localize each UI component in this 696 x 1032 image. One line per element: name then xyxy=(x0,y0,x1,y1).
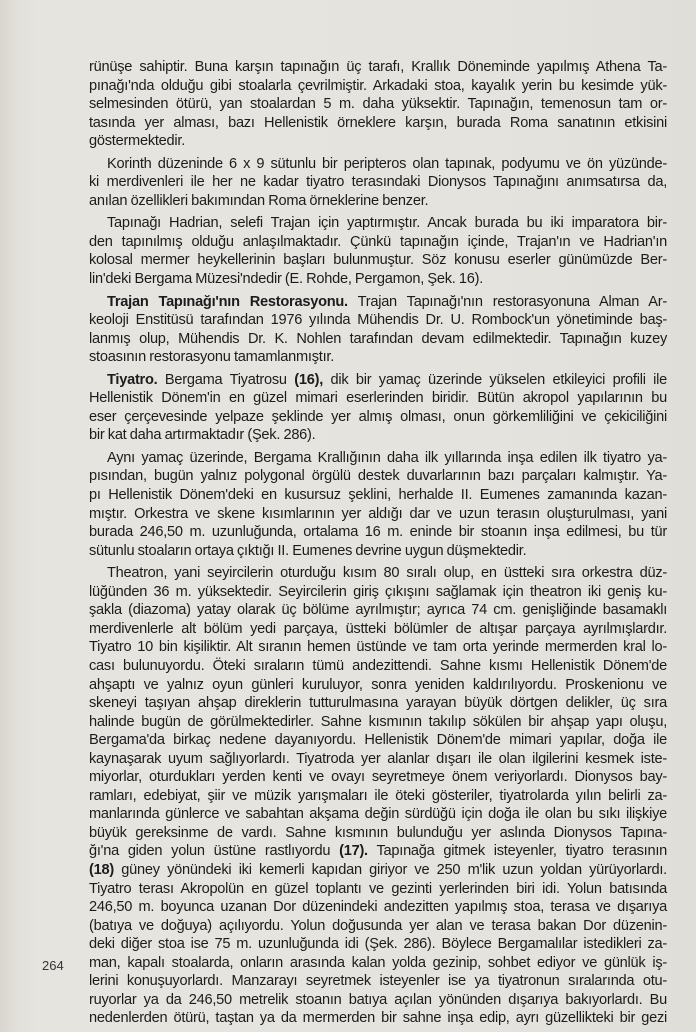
text-line: bir kat daha artırmaktadır (Şek. 286). xyxy=(89,427,316,444)
text-line: anılan özellikleri bakımından Roma örneklerine benzer. xyxy=(89,192,429,209)
paragraph-temple-continuation xyxy=(89,58,667,151)
text-line: Hellenistik Dönem'in en güzel mimari eserlerinden biridir. Bütün akropol yapılarının bu xyxy=(89,390,667,407)
figure-reference: (17). xyxy=(339,843,368,860)
book-page-text xyxy=(89,58,667,1032)
text-line: pısından, bugün yalnız polygonal örgülü destek duvarlarının bazı parçaları kalmıştır. Ya- xyxy=(89,468,667,485)
text-line: Korinth düzeninde 6 x 9 sütunlu bir peripteros olan tapınak, podyumu ve ön yüzünde- xyxy=(107,155,667,172)
text-run: dik bir yamaç üzerinde yükselen etkileyici profili ile xyxy=(323,371,668,388)
text-line: merdivenlerle alt bölüm yedi parçaya, üstteki bölümler de altışar parçaya ayrılmışlardır. xyxy=(89,620,667,637)
text-line: (batıya ve doğuya) açılıyordu. Yolun doğusunda yer alan ve terasa bakan Dor düzenin- xyxy=(89,917,667,934)
text-line: keoloji Enstitüsü tarafından 1976 yılında Mühendis Dr. U. Rombock'un yönetiminde baş- xyxy=(89,312,667,329)
text-line: sütunlu stoaların ortaya çıktığı II. Eumenes devrine uygun düşmektedir. xyxy=(89,542,527,559)
text-line: den tapınılmış olduğu anlaşılmaktadır. Çünkü tapınağın içinde, Trajan'ın ve Hadrian'ın xyxy=(89,233,667,250)
page-number: 264 xyxy=(42,958,64,973)
text-line: Theatron, yani seyircilerin oturduğu kısım 80 sıralı olup, en üstteki sıra orkestra düz- xyxy=(107,565,667,582)
text-line: Tapınağı Hadrian, selefi Trajan için yaptırmıştır. Ancak burada bu iki imparatora bir- xyxy=(107,215,667,232)
text-line: kaynaşarak uyum sağlıyorlardı. Tiyatroda yer alanlar dışarı ile olan ilgilerini kesmek iste- xyxy=(89,750,667,767)
figure-reference: (16), xyxy=(294,371,324,388)
text-line: pınağı'nda olduğu gibi stoalarla çevrilmiştir. Arkadaki stoa, kayalık yerin bu kesimde yük- xyxy=(89,77,667,94)
text-run: Tapınağa gitmek isteyenler, tiyatro terasının xyxy=(367,843,667,860)
paragraph-theatron xyxy=(89,564,667,1028)
text-line xyxy=(89,842,667,861)
paragraph-first-theatre xyxy=(89,449,667,560)
text-line: selmesinden ötürü, yan stoalardan 5 m. daha yüksektir. Tapınağın, temenosun tam or- xyxy=(89,96,667,113)
text-line: halinde bugün de görülmektedirler. Sahne kısmının takılıp sökülen bir ahşap yapı oluşu, xyxy=(89,713,667,730)
text-line: göstermektedir. xyxy=(89,133,186,150)
text-run: Bergama Tiyatrosu xyxy=(157,371,295,388)
text-line: Tiyatro 10 bin kişiliktir. Alt sıranın hemen üstünde ve tam orta yerinde mermerden kral lo- xyxy=(89,639,667,656)
text-line: mıştır. Orkestra ve skene kısımlarının yer aldığı dar ve uzun terasın oluşturulması, yani xyxy=(89,505,667,522)
paragraph-tiyatro xyxy=(89,371,667,445)
text-line: ruyorlar ya da 246,50 metrelik stoanın batıya açılan yönünden dışarıya bakıyorlardı. Bu xyxy=(89,991,667,1008)
text-line xyxy=(89,861,667,880)
text-line: Aynı yamaç üzerinde, Bergama Krallığının daha ilk yıllarında inşa edilen ilk tiyatro ya- xyxy=(107,449,667,466)
text-line: pı Hellenistik Dönem'deki en kusursuz şeklini, herhalde II. Eumenes zamanında kazan- xyxy=(89,487,667,504)
text-line: büyük gereksinme de vardı. Sahne kısmının bulunduğu yer aslında Dionysos Tapına- xyxy=(89,824,667,841)
text-line: ki merdivenleri ile her ne kadar tiyatro terasındaki Dionysos Tapınağını anımsatırsa da, xyxy=(89,174,667,191)
text-line: cası bulunuyordu. Öteki sıraların tümü andezittendi. Sahne kısmı Hellenistik Dönem'de xyxy=(89,657,667,674)
paragraph-trajan-restoration xyxy=(89,293,667,367)
text-run: ğı'na giden yolun üstüne rastlıyordu xyxy=(89,843,340,860)
text-line: 246,50 m. boyunca uzanan Dor düzenindeki andezitten yapılmış stoa, terasa ve dışarıya xyxy=(89,899,667,916)
text-line: burada 246,50 m. uzunluğunda, ortalama 16 m. eninde bir stoanın inşa edilmesi, bu tür xyxy=(89,524,667,541)
section-heading-trajan-restoration: Trajan Tapınağı'nın Restorasyonu. xyxy=(107,293,348,310)
text-line: tasında yer alması, bazı Hellenistik örneklere karşın, burada Roma sanatının etkisini xyxy=(89,114,667,131)
paragraph-korinth xyxy=(89,155,667,211)
text-line: rünüşe sahiptir. Buna karşın tapınağın üç tarafı, Krallık Döneminde yapılmış Athena Ta- xyxy=(89,59,667,75)
figure-reference: (18) xyxy=(89,861,114,878)
text-run: güney yönündeki iki kemerli kapıdan giriyor ve 250 m'lik uzun yoldan yürüyorlardı. xyxy=(113,861,667,878)
text-line xyxy=(89,293,667,312)
paragraph-hadrian xyxy=(89,214,667,288)
text-line: lanmış olup, Mühendis Dr. K. Nohlen tarafından devam edilmektedir. Tapınağın kuzey xyxy=(89,330,667,347)
text-line: lerini konuşuyorlardı. Manzarayı seyretmek isteyenler ise ya tiyatronun sıralarında otu- xyxy=(89,973,667,990)
text-line: ahşaptı ve yalnız oyun günleri kuruluyor, sonra yeniden kaldırılıyordu. Proskenionu ve xyxy=(89,676,667,693)
text-line: şakla (diazoma) yatay olarak üç bölüme ayrılmıştır; ayrıca 74 cm. genişliğinde basamaklı xyxy=(89,602,667,619)
text-line: ramları, edebiyat, şiir ve müzik yarışmaları ile öteki gösteriler, tiyatrolarda yılın belirli za- xyxy=(89,787,667,804)
section-heading-tiyatro: Tiyatro. xyxy=(107,371,158,388)
text-line: miyorlar, oturdukları yerden kenti ve ovayı seyretmeye önem veriyorlardı. Dionysos bay- xyxy=(89,769,667,786)
text-line: manlarında günlerce ve sabahtan akşama değin sürdüğü için doğa ile olan bu sıkı ilişkiye xyxy=(89,806,667,823)
text-line xyxy=(89,371,667,390)
text-line: kolosal mermer heykellerinin başları bulunmuştur. Söz konusu eserler günümüzde Ber- xyxy=(89,252,667,269)
text-run: Trajan Tapınağı'nın restorasyonuna Alman Ar- xyxy=(347,293,667,310)
text-line: deki diğer stoa ise 75 m. uzunluğunda idi (Şek. 286). Böylece Bergamalılar istedikleri za- xyxy=(89,936,667,953)
text-line: Tiyatro terası Akropolün en güzel toplantı ve gezinti yerlerinden biri idi. Yolun batısında xyxy=(89,880,667,897)
text-line: lüğünden 36 m. yüksektedir. Seyircilerin giriş çıkışını sağlamak için theatron iki geniş ku- xyxy=(89,583,667,600)
text-line: stoasının restorasyonu tamamlanmıştır. xyxy=(89,349,334,366)
text-line: nedenlerden ötürü, taştan ya da mermerden bir sahne inşa edip, ayrı güzellikteki bir gezi xyxy=(89,1010,667,1027)
text-line: skeneyi taşıyan ahşap direklerin tutturulmasına yarayan büyük dörtgen delikler, üç sıra xyxy=(89,695,667,712)
text-line: lin'deki Bergama Müzesi'ndedir (E. Rohde, Pergamon, Şek. 16). xyxy=(89,271,484,288)
text-line: eser çerçevesinde yelpaze şeklinde yer almış olması, onun görkemliliğini ve çekiciliğini xyxy=(89,408,667,425)
text-line: man, kapalı stoalarda, onların arasında kalan yolda gezinip, sohbet ediyor ve günlük iş- xyxy=(89,954,667,971)
text-line: Bergama'da birkaç nedene dayanıyordu. Hellenistik Dönem'de mimari yapılar, doğa ile xyxy=(89,732,667,749)
